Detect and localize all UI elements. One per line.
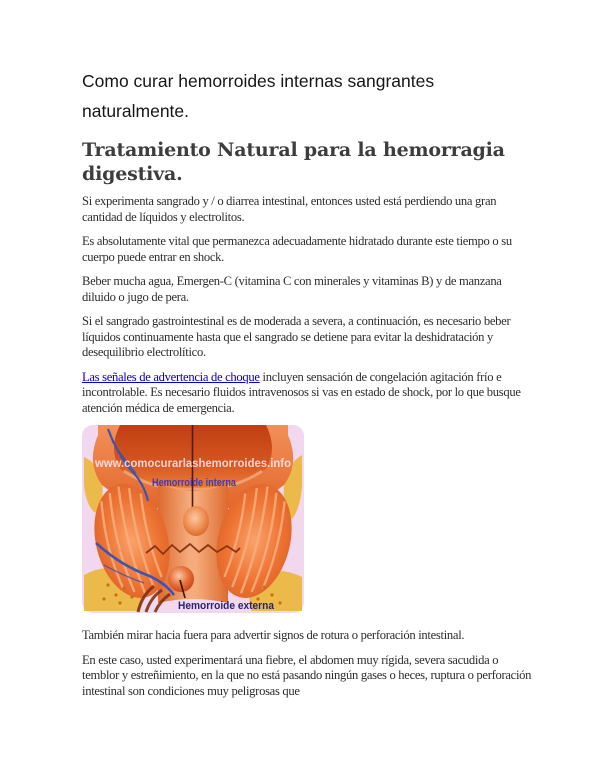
anatomy-figure	[82, 425, 540, 613]
section-heading: Tratamiento Natural para la hemorragia digestiva.	[82, 139, 505, 185]
paragraph-shock-warning-text: incluyen sensación de congelación agitación frío e incontrolable. Es necesario fluidos intravenosos si vas en estado de shock, por lo que busque atención médica de emergencia.	[82, 369, 521, 415]
paragraph-hydration-loss: Si experimenta sangrado y / o diarrea intestinal, entonces usted está perdiendo una gran cantidad de líquidos y electrolitos.	[82, 194, 497, 224]
external-hemorrhoid-bulge	[168, 566, 194, 592]
page-title: Como curar hemorroides internas sangrantes naturalmente.	[82, 71, 435, 121]
paragraph-fever-symptoms: En este caso, usted experimentará una fiebre, el abdomen muy rígida, severa sacudida o temblor y estreñimiento, en la que no está pasando ningún gases o heces, ruptura o perforación intestinal son condiciones muy peligrosas que	[82, 652, 532, 698]
paragraph-moderate-severe: Si el sangrado gastrointestinal es de moderada a severa, a continuación, es necesario beber líquidos continuamente hasta que el sangrado se detiene para evitar la deshidratación y desequilibrio electrolítico.	[82, 314, 511, 359]
shock-warning-link[interactable]: Las señales de advertencia de choque	[82, 369, 260, 384]
hemorrhoid-anatomy-image	[82, 425, 304, 613]
figure-label-internal: Hemorroide interna	[152, 477, 237, 489]
paragraph-perforation-signs: También mirar hacia fuera para advertir signos de rotura o perforación intestinal.	[82, 628, 465, 642]
figure-watermark: www.comocurarlashemorroides.info	[94, 456, 291, 470]
internal-hemorrhoid-bulge	[183, 506, 209, 536]
figure-label-external: Hemorroide externa	[178, 600, 275, 612]
paragraph-drink-water: Beber mucha agua, Emergen-C (vitamina C con minerales y vitaminas B) y de manzana diluido o jugo de pera.	[82, 274, 502, 304]
paragraph-shock-warning	[82, 370, 534, 417]
paragraph-stay-hydrated: Es absolutamente vital que permanezca adecuadamente hidratado durante este tiempo o su cuerpo puede entrar en shock.	[82, 234, 512, 264]
